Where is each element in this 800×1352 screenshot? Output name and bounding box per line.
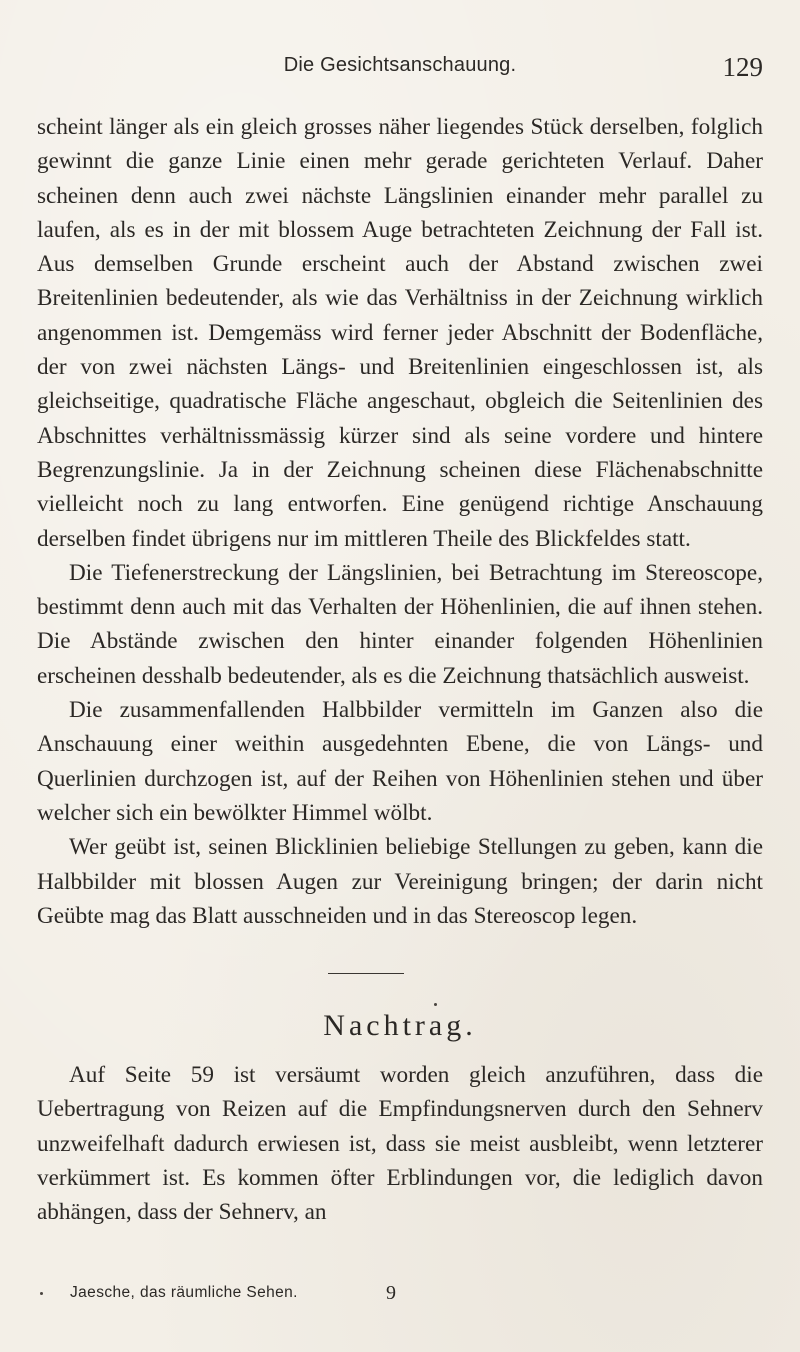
paragraph: Auf Seite 59 ist versäumt worden gleich anzuführen, dass die Uebertragung von Reizen auf die Empfindungsnerven durch den Sehnerv unzweifelhaft dadurch erwiesen ist, dass sie meist ausbleibt, wenn letzterer verkümmert ist. Es kommen öfter Erblindungen vor, die lediglich davon abhängen, dass der Sehnerv, an: [37, 1062, 763, 1226]
paragraph: Wer geübt ist, seinen Blicklinien beliebige Stellungen zu geben, kann die Halbbilder mit blossen Augen zur Vereinigung bringen; der darin nicht Geübte mag das Blatt ausschneiden und in das Stereoscop legen.: [37, 834, 763, 929]
running-title: Die Gesichtsanschauung.: [283, 54, 517, 76]
signature-line: Jaesche, das räumliche Sehen.: [70, 1284, 298, 1301]
body-text: [37, 110, 763, 1230]
page-number: 129: [722, 52, 763, 82]
section-divider: [328, 973, 404, 974]
page-header: [37, 54, 763, 94]
print-speck: [434, 1003, 437, 1006]
paragraph: Die Tiefenerstreckung der Längslinien, bei Betrachtung im Stereoscope, bestimmt denn auch mit das Verhalten der Höhenlinien, die auf ihnen stehen. Die Abstände zwischen den hinter einander folgenden Höhenlinien erscheinen desshalb bedeutender, als es die Zeichnung thatsächlich ausweist.: [37, 559, 763, 689]
section-heading: Nachtrag.: [323, 1009, 477, 1043]
signature-mark: 9: [386, 1282, 396, 1304]
print-speck: [40, 1292, 43, 1295]
page-footer: [70, 1284, 430, 1306]
paragraph: Die zusammenfallenden Halbbilder vermitteln im Ganzen also die Anschauung einer weithin ausgedehnten Ebene, die von Längs- und Querlinien durchzogen ist, auf der Reihen von Höhenlinien stehen und über welcher sich ein bewölkter Himmel wölbt.: [37, 697, 763, 826]
paragraph: scheint länger als ein gleich grosses näher liegendes Stück derselben, folglich gewinnt die ganze Linie einen mehr gerade gerichteten Verlauf. Daher scheinen denn auch zwei nächste Längslinien einander mehr parallel zu laufen, als es in der mit blossem Auge betrachteten Zeichnung der Fall ist. Aus demselben Grunde erscheint auch der Abstand zwischen zwei Breitenlinien bedeutender, als wie das Verhältniss in der Zeichnung wirklich angenommen ist. Demgemäss wird ferner jeder Abschnitt der Bodenfläche, der von zwei nächsten Längs- und Breitenlinien eingeschlossen ist, als gleichseitige, quadratische Fläche angeschaut, obgleich die Seitenlinien des Abschnittes verhältnissmässig kürzer sind als seine vordere und hintere Begrenzungslinie. Ja in der Zeichnung scheinen diese Flächenabschnitte vielleicht noch zu lang entworfen. Eine genügend richtige Anschauung derselben findet übrigens nur im mittleren Theile des Blickfeldes statt.: [37, 114, 763, 552]
